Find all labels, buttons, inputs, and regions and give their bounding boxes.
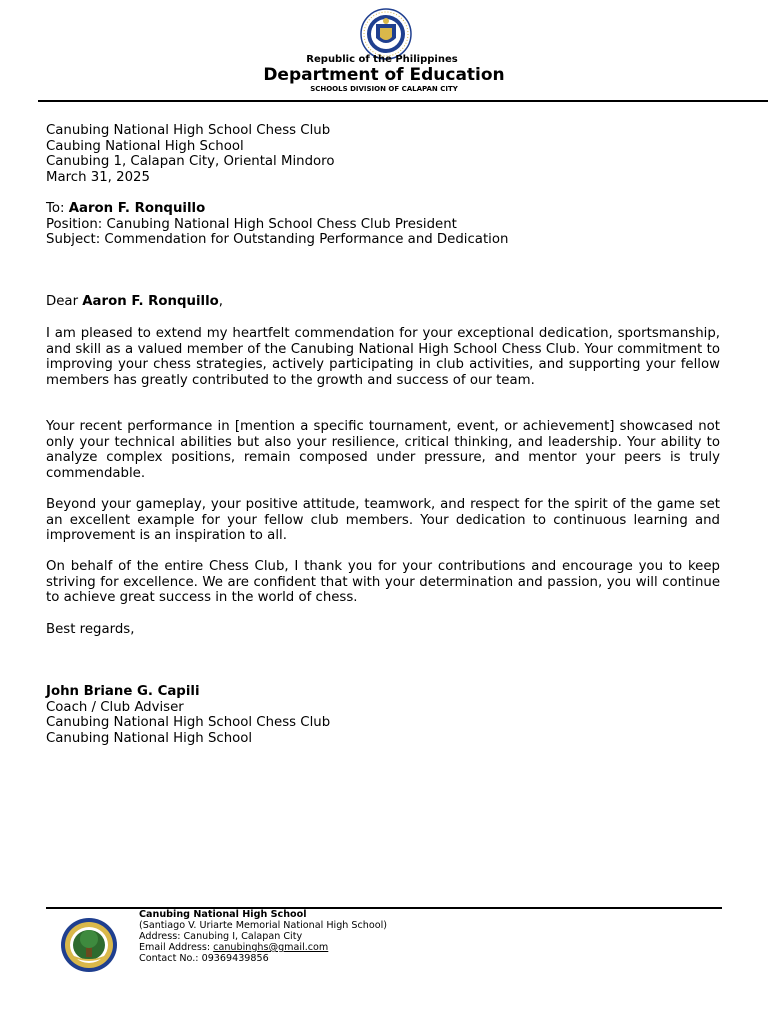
letter-closing: Best regards,	[46, 622, 135, 637]
footer-contact: Contact No.: 09369439856	[139, 953, 269, 964]
sender-line: Caubing National High School	[46, 138, 244, 154]
salutation-name: Aaron F. Ronquillo	[82, 294, 219, 309]
footer-email-row	[139, 942, 387, 953]
letter-paragraph: I am pleased to extend my heartfelt commendation for your exceptional dedication, sportsmanship, and skill as a valued member of the Canubing National High School Chess Club. Your commitment to improving your chess strategies, actively participating in club activities, and supporting your fellow members has greatly contributed to the growth and success of our team.	[46, 326, 720, 388]
signature-block	[46, 684, 720, 746]
salutation-prefix: Dear	[46, 294, 83, 309]
letter-paragraph: On behalf of the entire Chess Club, I thank you for your contributions and encourage you to keep striving for excellence. We are confident that with your determination and passion, you will continue to achieve great success in the world of chess.	[46, 559, 720, 606]
letter-date: March 31, 2025	[46, 169, 150, 185]
signatory-org: Canubing National High School Chess Club	[46, 715, 331, 731]
footer-email-link[interactable]: canubinghs@gmail.com	[213, 942, 329, 953]
to-label: To:	[46, 201, 69, 216]
salutation	[46, 294, 720, 310]
letter-paragraph: Your recent performance in [mention a specific tournament, event, or achievement] showcased not only your technical abilities but also your resilience, critical thinking, and leadership. Your ability to analyze complex positions, remain composed under pressure, and mentor your peers is truly commendable.	[46, 419, 720, 481]
footer-email-label: Email Address:	[139, 942, 211, 953]
footer-school-name: Canubing National High School	[139, 909, 307, 920]
header-department: Department of Education	[263, 65, 505, 85]
footer-info	[139, 909, 387, 964]
deped-seal-logo	[360, 8, 412, 60]
signatory-name: John Briane G. Capili	[46, 684, 200, 699]
signatory-title: Coach / Club Adviser	[46, 699, 184, 715]
header-divider	[38, 100, 768, 102]
recipient-name: Aaron F. Ronquillo	[68, 201, 206, 216]
signatory-school: Canubing National High School	[46, 730, 253, 746]
header-republic: Republic of the Philippines	[306, 54, 458, 65]
recipient-block	[46, 201, 720, 248]
sender-line: Canubing National High School Chess Club	[46, 123, 331, 138]
recipient-to	[46, 201, 720, 217]
letter-paragraph: Beyond your gameplay, your positive attitude, teamwork, and respect for the spirit of the game set an excellent example for your fellow club members. Your dedication to continuous learning and improvement is an inspiration to all.	[46, 497, 720, 544]
footer-school-alt: (Santiago V. Uriarte Memorial National High School)	[139, 920, 388, 931]
letter-subject: Subject: Commendation for Outstanding Performance and Dedication	[46, 232, 509, 248]
footer-address: Address: Canubing I, Calapan City	[139, 931, 303, 942]
sender-block	[46, 123, 720, 185]
recipient-position: Position: Canubing National High School Chess Club President	[46, 216, 457, 232]
header-division: SCHOOLS DIVISION OF CALAPAN CITY	[310, 85, 458, 93]
sender-line: Canubing 1, Calapan City, Oriental Mindoro	[46, 154, 335, 170]
salutation-suffix: ,	[218, 294, 223, 309]
school-seal-logo	[60, 917, 118, 973]
